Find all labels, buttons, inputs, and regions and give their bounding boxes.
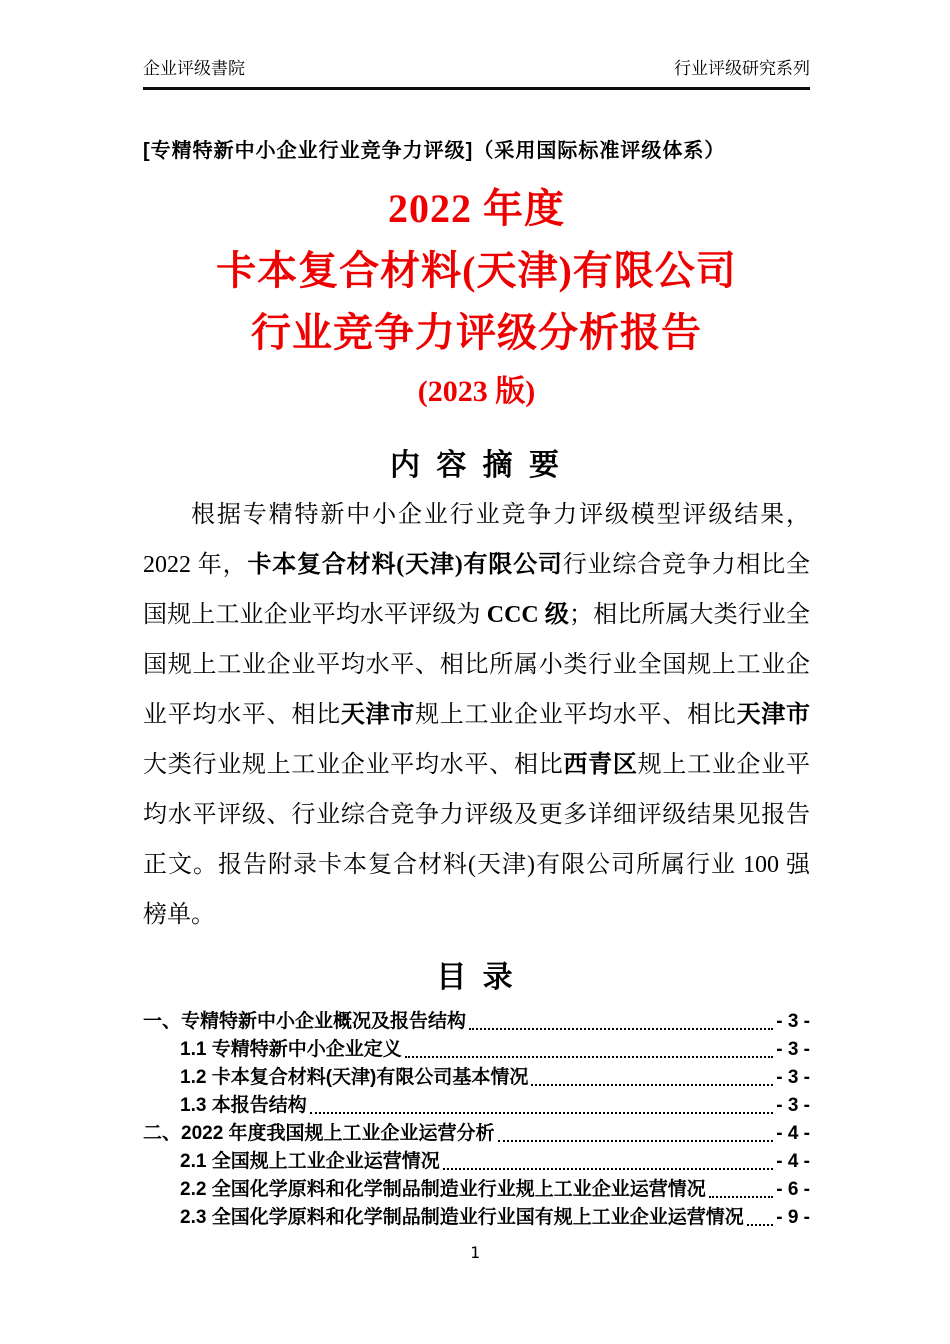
summary-bold-text: CCC 级: [486, 602, 569, 628]
title-company-name: 卡本复合材料(天津)有限公司: [216, 248, 737, 293]
toc-item-page: - 3 -: [776, 1039, 810, 1060]
toc-item-page: - 3 -: [776, 1011, 810, 1032]
toc-item-page: - 4 -: [776, 1123, 810, 1144]
toc-leader-dots: [531, 1084, 773, 1086]
summary-text: 国规上工业企业平均水平、相比所属小类行业全国规上工业企: [143, 652, 810, 678]
summary-line: [143, 740, 810, 790]
toc-item[interactable]: [143, 1036, 810, 1064]
rating-system-line: [专精特新中小企业行业竞争力评级]（采用国际标准评级体系）: [143, 140, 726, 162]
toc-item-label: 2.2 全国化学原料和化学制品制造业行业规上工业企业运营情况: [180, 1179, 706, 1200]
toc-leader-dots: [443, 1168, 774, 1170]
summary-bold-text: 天津市: [340, 702, 416, 728]
toc-item-page: - 9 -: [776, 1207, 810, 1228]
summary-paragraph: [143, 490, 810, 940]
summary-text: 国规上工业企业平均水平评级为: [143, 602, 487, 628]
summary-text: 正文。报告附录卡本复合材料(天津)有限公司所属行业 100 强: [143, 852, 810, 878]
summary-bold-text: 卡本复合材料(天津)有限公司: [247, 552, 563, 578]
toc-item-page: - 3 -: [776, 1067, 810, 1088]
summary-bold-text: 西青区: [563, 752, 638, 778]
summary-line: [143, 540, 810, 590]
title-version: (2023 版): [417, 375, 536, 408]
toc-item[interactable]: [143, 1064, 810, 1092]
summary-text: 行业综合竞争力相比全: [562, 552, 811, 578]
page-header: [143, 58, 810, 90]
toc-leader-dots: [709, 1196, 774, 1198]
page-number: 1: [470, 1243, 480, 1262]
title-report-type: 行业竞争力评级分析报告: [251, 310, 702, 355]
toc-item-label: 一、专精特新中小企业概况及报告结构: [143, 1011, 467, 1032]
toc-leader-dots: [310, 1112, 774, 1114]
toc-item-label: 1.3 本报告结构: [180, 1095, 307, 1116]
summary-text: 均水平评级、行业综合竞争力评级及更多详细评级结果见报告: [143, 802, 810, 828]
toc-leader-dots: [747, 1224, 774, 1226]
summary-bold-text: 天津市: [736, 702, 811, 728]
toc-item-label: 2.3 全国化学原料和化学制品制造业行业国有规上工业企业运营情况: [180, 1207, 744, 1228]
summary-text: ；相比所属大类行业全: [568, 602, 811, 628]
summary-text: 规上工业企业平: [637, 752, 811, 778]
summary-text: 榜单。: [143, 902, 215, 928]
title-year: 2022 年度: [388, 186, 565, 231]
summary-line: [143, 590, 810, 640]
header-left-text: 企业评级書院: [143, 59, 245, 78]
summary-text: 规上工业企业平均水平、相比: [415, 702, 737, 728]
header-right-text: 行业评级研究系列: [674, 59, 810, 78]
summary-text: 根据专精特新中小企业行业竞争力评级模型评级结果，: [191, 502, 810, 528]
summary-line: [143, 490, 810, 540]
toc-item-page: - 6 -: [776, 1179, 810, 1200]
summary-line: [143, 690, 810, 740]
summary-text: 大类行业规上工业企业平均水平、相比: [143, 752, 564, 778]
toc-item-label: 2.1 全国规上工业企业运营情况: [180, 1151, 440, 1172]
toc-item[interactable]: [143, 1176, 810, 1204]
toc-item-label: 1.1 专精特新中小企业定义: [180, 1039, 402, 1060]
toc-leader-dots: [469, 1028, 773, 1030]
toc-item[interactable]: [143, 1008, 810, 1036]
toc-item[interactable]: [143, 1148, 810, 1176]
summary-heading: 内 容 摘 要: [389, 449, 563, 482]
toc-item[interactable]: [143, 1092, 810, 1120]
toc-heading: 目 录: [436, 961, 517, 994]
toc-item-page: - 3 -: [776, 1095, 810, 1116]
summary-line: [143, 790, 810, 840]
toc-leader-dots: [498, 1140, 774, 1142]
title-block: [143, 178, 810, 420]
summary-text: 2022 年，: [143, 552, 248, 578]
toc-item-label: 二、2022 年度我国规上工业企业运营分析: [143, 1123, 495, 1144]
toc-list: [143, 1008, 810, 1232]
summary-line: [143, 840, 810, 890]
summary-text: 业平均水平、相比: [143, 702, 341, 728]
summary-line: [143, 890, 810, 940]
toc-item[interactable]: [143, 1120, 810, 1148]
summary-line: [143, 640, 810, 690]
toc-item[interactable]: [143, 1204, 810, 1232]
toc-item-label: 1.2 卡本复合材料(天津)有限公司基本情况: [180, 1067, 529, 1088]
toc-item-page: - 4 -: [776, 1151, 810, 1172]
toc-leader-dots: [405, 1056, 774, 1058]
